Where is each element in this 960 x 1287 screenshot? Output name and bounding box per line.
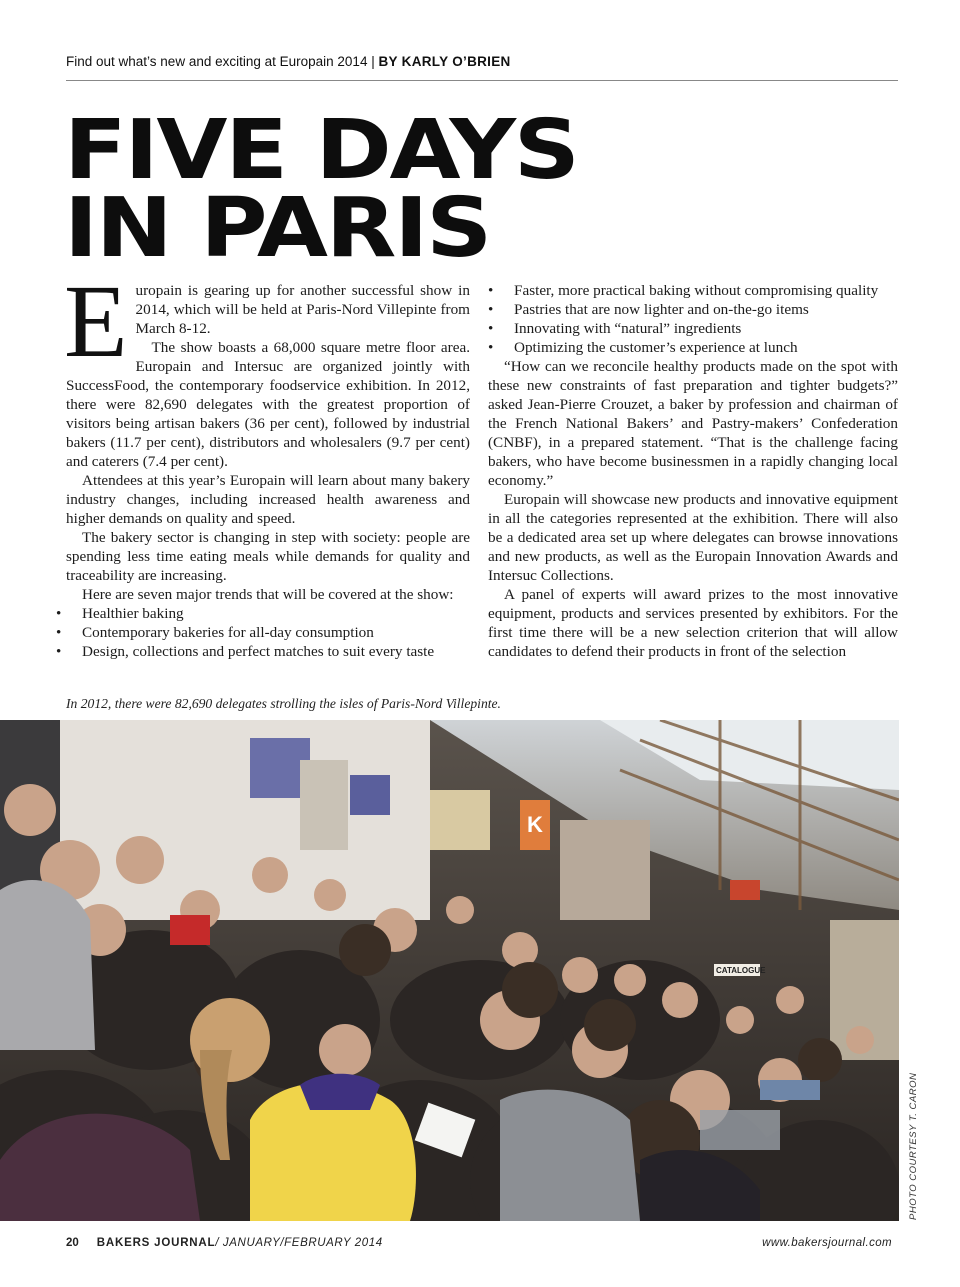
list-item: [488, 319, 898, 338]
list-item-text: Design, collections and perfect matches to suit every taste: [82, 643, 435, 660]
website-link[interactable]: www.bakersjournal.com: [762, 1237, 892, 1249]
trend-list-continued: [488, 281, 898, 357]
issue-date: / JANUARY/FEBRUARY 2014: [215, 1237, 383, 1249]
list-item: [488, 281, 898, 300]
bullet-icon: •: [56, 624, 62, 641]
photo-credit: PHOTO COURTESY T. CARON: [908, 1072, 919, 1220]
byline: BY KARLY O’BRIEN: [378, 54, 511, 69]
photo-caption: In 2012, there were 82,690 delegates strolling the isles of Paris-Nord Villepinte.: [66, 696, 501, 711]
list-item-text: Contemporary bakeries for all-day consumption: [82, 624, 374, 641]
paragraph-intro: [64, 264, 470, 379]
paragraph: Attendees at this year’s Europain will learn about many bakery industry changes, including increased health awareness and higher demands on quality and speed.: [66, 472, 470, 527]
magazine-name: BAKERS JOURNAL: [96, 1237, 216, 1249]
paragraph: Europain will showcase new products and innovative equipment in all the categories represented at the exhibition. There will also be a dedicated area set up where delegates can browse innovations and new products, as well as the Europain Innovation Awards and Intersuc Collections.: [488, 491, 898, 584]
page-number: 20: [66, 1237, 79, 1249]
bullet-icon: •: [56, 643, 62, 660]
intro-text: uropain is gearing up for another successful show in 2014, which will be held at Paris-Nord Villepinte from March 8-12.: [135, 282, 470, 337]
bullet-icon: •: [488, 320, 494, 337]
crowd-illustration: [0, 720, 899, 1221]
page-footer: [66, 1237, 892, 1249]
list-item: [56, 604, 470, 623]
article-column-right: [488, 281, 898, 661]
drop-cap: E: [64, 264, 128, 379]
article-kicker: [66, 54, 900, 69]
paragraph: The bakery sector is changing in step with society: people are spending less time eating meals while demands for quality and traceability are increasing.: [66, 529, 470, 584]
list-item: [56, 623, 470, 642]
bullet-icon: •: [56, 605, 62, 622]
list-item: [488, 300, 898, 319]
header-divider: [66, 80, 898, 81]
exhibition-crowd-photo: [0, 720, 899, 1221]
trend-list: [56, 604, 470, 661]
bullet-icon: •: [488, 282, 494, 299]
list-item: [56, 642, 470, 661]
catalogue-sign: CATALOGUE: [716, 966, 766, 975]
article-column-left: [56, 264, 470, 661]
paragraph: “How can we reconcile healthy products made on the spot with these new constraints of fast preparation and tighter budgets?” asked Jean-Pierre Crouzet, a baker by profession and chairman of the French National Bakers’ and Pastry-makers’ Confederation (CNBF), in a prepared statement. “That is the challenge facing bakers, who have become businessmen in a rapidly changing local economy.”: [488, 358, 898, 489]
headline-line-2: IN PARIS: [64, 181, 491, 276]
list-item-text: Optimizing the customer’s experience at lunch: [514, 339, 798, 356]
list-item-text: Innovating with “natural” ingredients: [514, 320, 742, 337]
headline: [64, 103, 578, 276]
paragraph: Here are seven major trends that will be covered at the show:: [82, 586, 454, 603]
list-item-text: Faster, more practical baking without compromising quality: [514, 282, 879, 299]
paragraph: A panel of experts will award prizes to the most innovative equipment, products and services presented by exhibitors. For the first time there will be a new selection criterion that will allow candidates to defend their products in front of the selection: [488, 586, 898, 660]
headline-line-1: FIVE DAYS: [64, 103, 578, 198]
kicker-separator: |: [371, 54, 375, 69]
booth-sign-k: K: [527, 812, 543, 837]
list-item-text: Healthier baking: [82, 605, 184, 622]
list-item-text: Pastries that are now lighter and on-the-go items: [514, 301, 809, 318]
bullet-icon: •: [488, 339, 494, 356]
list-item: [488, 338, 898, 357]
bullet-icon: •: [488, 301, 494, 318]
kicker-text: Find out what’s new and exciting at Europain 2014: [66, 54, 368, 69]
paragraph: The show boasts a 68,000 square metre floor area. Europain and Intersuc are organized jointly with SuccessFood, the contemporary foodservice exhibition. In 2012, there were 82,690 delegates with the greatest proportion of visitors being artisan bakers (36 per cent), followed by industrial bakers (11.7 per cent), distributors and wholesalers (9.7 per cent) and caterers (7.4 per cent).: [66, 339, 470, 470]
